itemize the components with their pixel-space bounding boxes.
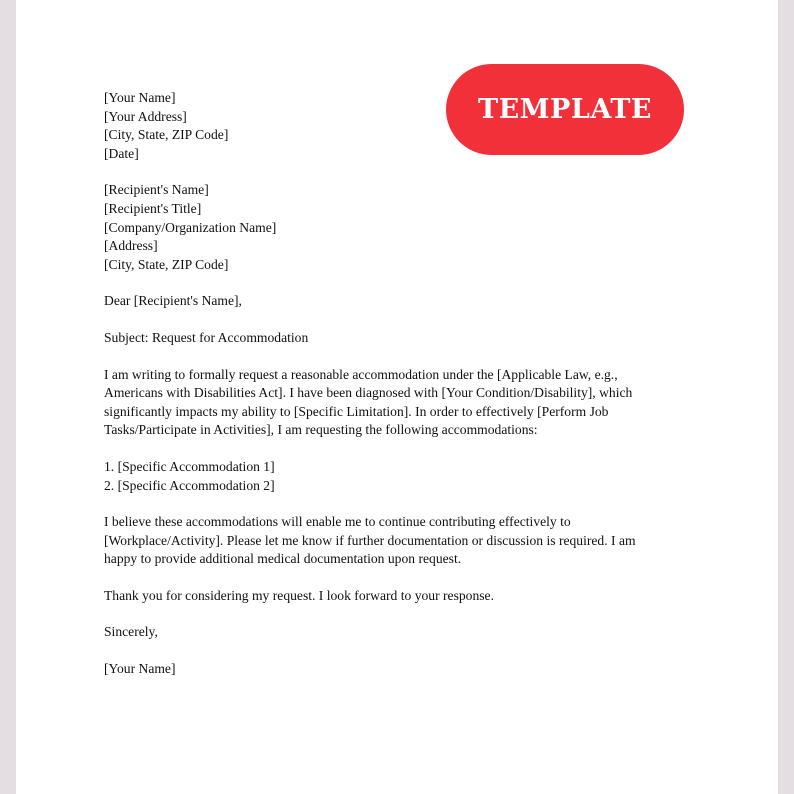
recipient-city: [City, State, ZIP Code] bbox=[104, 256, 229, 272]
recipient-address: [Address] bbox=[104, 238, 158, 254]
subject-line: Subject: Request for Accommodation bbox=[104, 329, 309, 345]
recipient-company: [Company/Organization Name] bbox=[104, 219, 277, 235]
paragraph-belief bbox=[104, 513, 704, 569]
paragraph-line: Americans with Disabilities Act]. I have been diagnosed with [Your Condition/Disability], which bbox=[104, 385, 633, 401]
paragraph-line: Tasks/Participate in Activities], I am requesting the following accommodations: bbox=[104, 422, 538, 438]
recipient-name: [Recipient's Name] bbox=[104, 182, 209, 198]
recipient-block bbox=[104, 181, 704, 274]
paragraph-line: I am writing to formally request a reasonable accommodation under the [Applicable Law, e.g., bbox=[104, 366, 618, 382]
sender-city: [City, State, ZIP Code] bbox=[104, 127, 229, 143]
template-badge: TEMPLATE bbox=[446, 64, 684, 155]
recipient-title: [Recipient's Title] bbox=[104, 200, 202, 216]
sender-date: [Date] bbox=[104, 145, 139, 161]
paragraph-line: I believe these accommodations will enable me to continue contributing effectively to bbox=[104, 514, 571, 530]
paragraph-line: [Workplace/Activity]. Please let me know if further documentation or discussion is required. I am bbox=[104, 532, 636, 548]
paragraph-request bbox=[104, 366, 704, 440]
signature: [Your Name] bbox=[104, 661, 176, 677]
closing-line: Thank you for considering my request. I look forward to your response. bbox=[104, 587, 494, 603]
sender-address: [Your Address] bbox=[104, 108, 187, 124]
sender-name: [Your Name] bbox=[104, 90, 176, 105]
list-item: 1. [Specific Accommodation 1] bbox=[104, 458, 275, 474]
paragraph-line: significantly impacts my ability to [Specific Limitation]. In order to effectively [Perform Job bbox=[104, 403, 609, 419]
document-page bbox=[16, 0, 778, 794]
paragraph-line: happy to provide additional medical documentation upon request. bbox=[104, 551, 462, 567]
accommodation-list bbox=[104, 458, 704, 495]
signoff: Sincerely, bbox=[104, 624, 158, 640]
salutation: Dear [Recipient's Name], bbox=[104, 293, 242, 309]
list-item: 2. [Specific Accommodation 2] bbox=[104, 477, 275, 493]
letter-body bbox=[104, 89, 704, 679]
sender-block bbox=[104, 89, 704, 163]
